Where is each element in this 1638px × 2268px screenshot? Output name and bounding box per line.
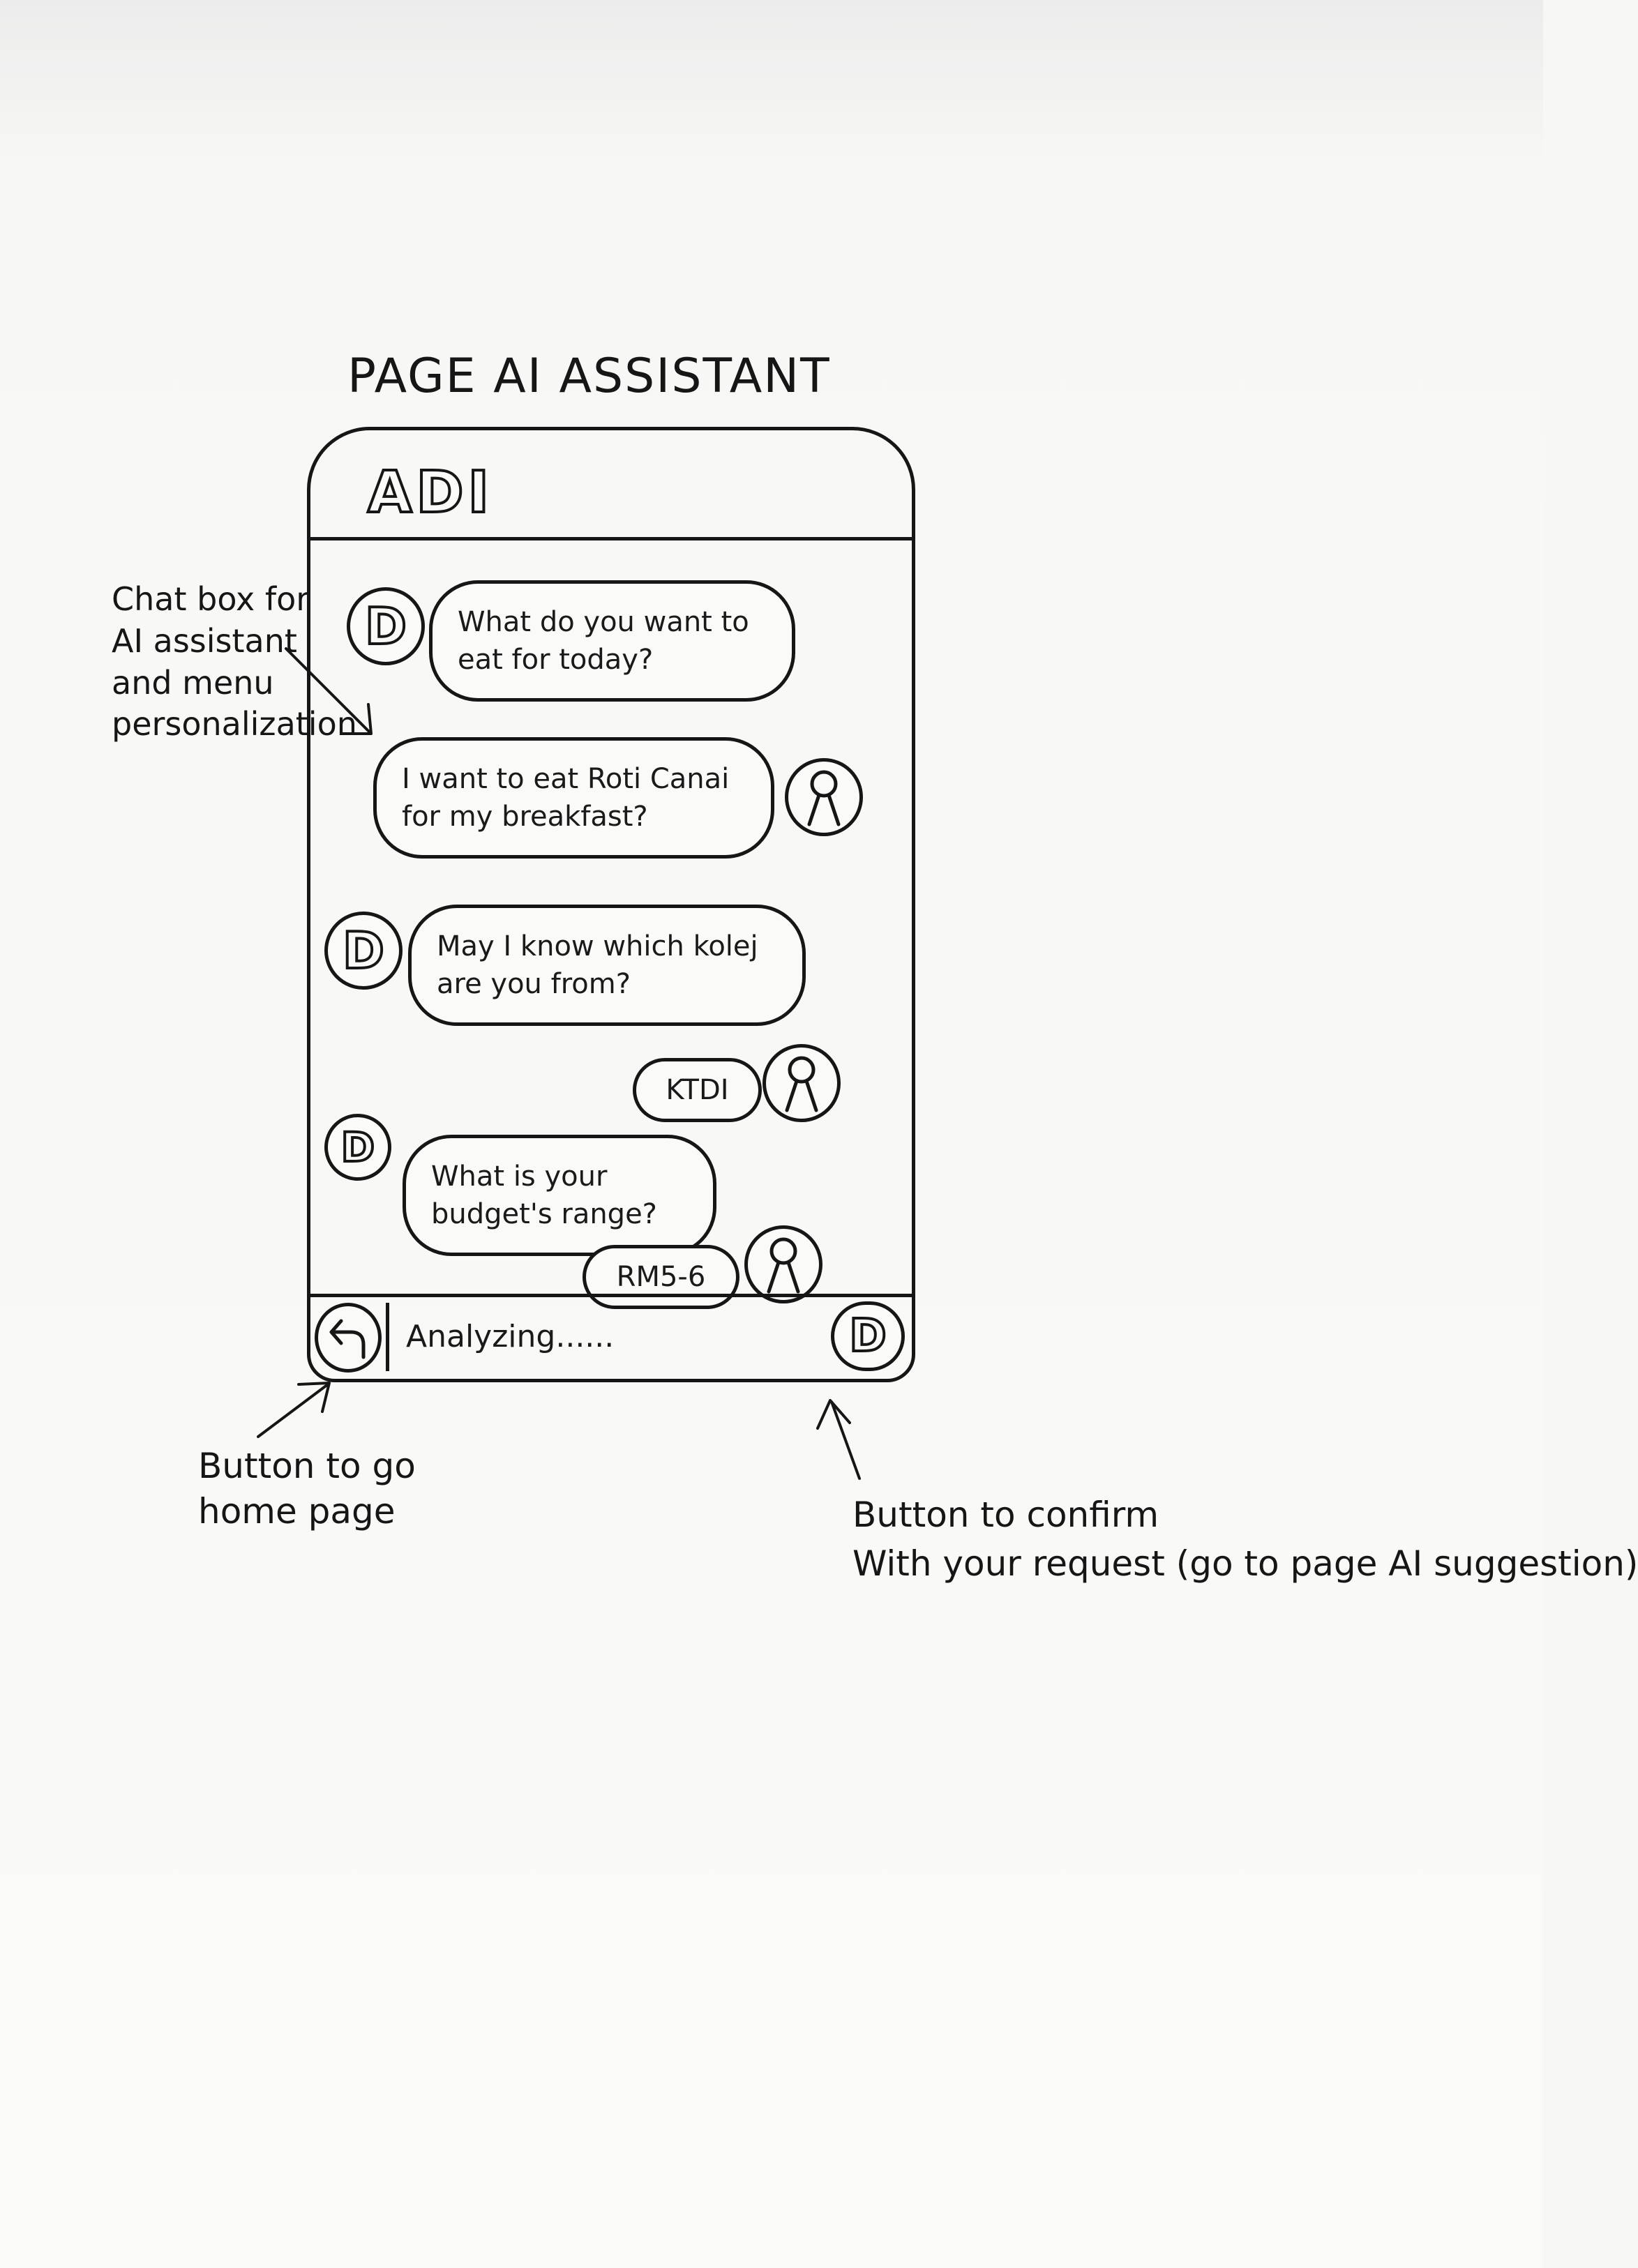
user-icon xyxy=(799,767,848,827)
bot-avatar xyxy=(324,912,403,990)
confirm-letter: D xyxy=(849,1310,887,1362)
confirm-button[interactable] xyxy=(831,1301,905,1371)
bot-avatar xyxy=(347,587,425,665)
bot-avatar-letter: D xyxy=(340,1124,375,1171)
chat-input[interactable]: Analyzing...... xyxy=(386,1303,804,1371)
phone-mockup xyxy=(307,427,915,1382)
app-name: ADI xyxy=(368,460,494,526)
home-button[interactable] xyxy=(315,1303,382,1373)
user-avatar xyxy=(744,1225,822,1303)
annotation-confirm-line2: With your request (go to page AI suggestion) xyxy=(852,1543,1638,1584)
annotation-confirm-line1: Button to confirm xyxy=(852,1495,1159,1535)
bot-avatar-letter: D xyxy=(365,597,407,656)
bot-avatar xyxy=(324,1114,391,1181)
chat-bubble-bot: May I know which kolej are you from? xyxy=(408,905,806,1026)
user-avatar xyxy=(762,1044,841,1122)
bot-avatar-letter: D xyxy=(343,921,384,980)
back-arrow-icon xyxy=(327,1315,369,1360)
chat-bubble-user: RM5-6 xyxy=(583,1245,739,1309)
chat-input-bar xyxy=(310,1294,912,1379)
user-avatar xyxy=(785,758,863,836)
user-icon xyxy=(777,1053,826,1113)
chat-bubble-user: I want to eat Roti Canai for my breakfast? xyxy=(373,737,774,859)
chat-bubble-bot: What do you want to eat for today? xyxy=(429,580,795,702)
page-title: PAGE AI ASSISTANT xyxy=(347,349,831,404)
app-header xyxy=(310,430,912,540)
chat-bubble-bot: What is your budget's range? xyxy=(403,1135,716,1256)
annotation-home-button: Button to go home page xyxy=(198,1446,416,1532)
user-icon xyxy=(759,1234,808,1294)
chat-bubble-user: KTDI xyxy=(633,1058,762,1122)
annotation-chat-box: Chat box for AI assistant and menu personalization xyxy=(112,580,357,743)
